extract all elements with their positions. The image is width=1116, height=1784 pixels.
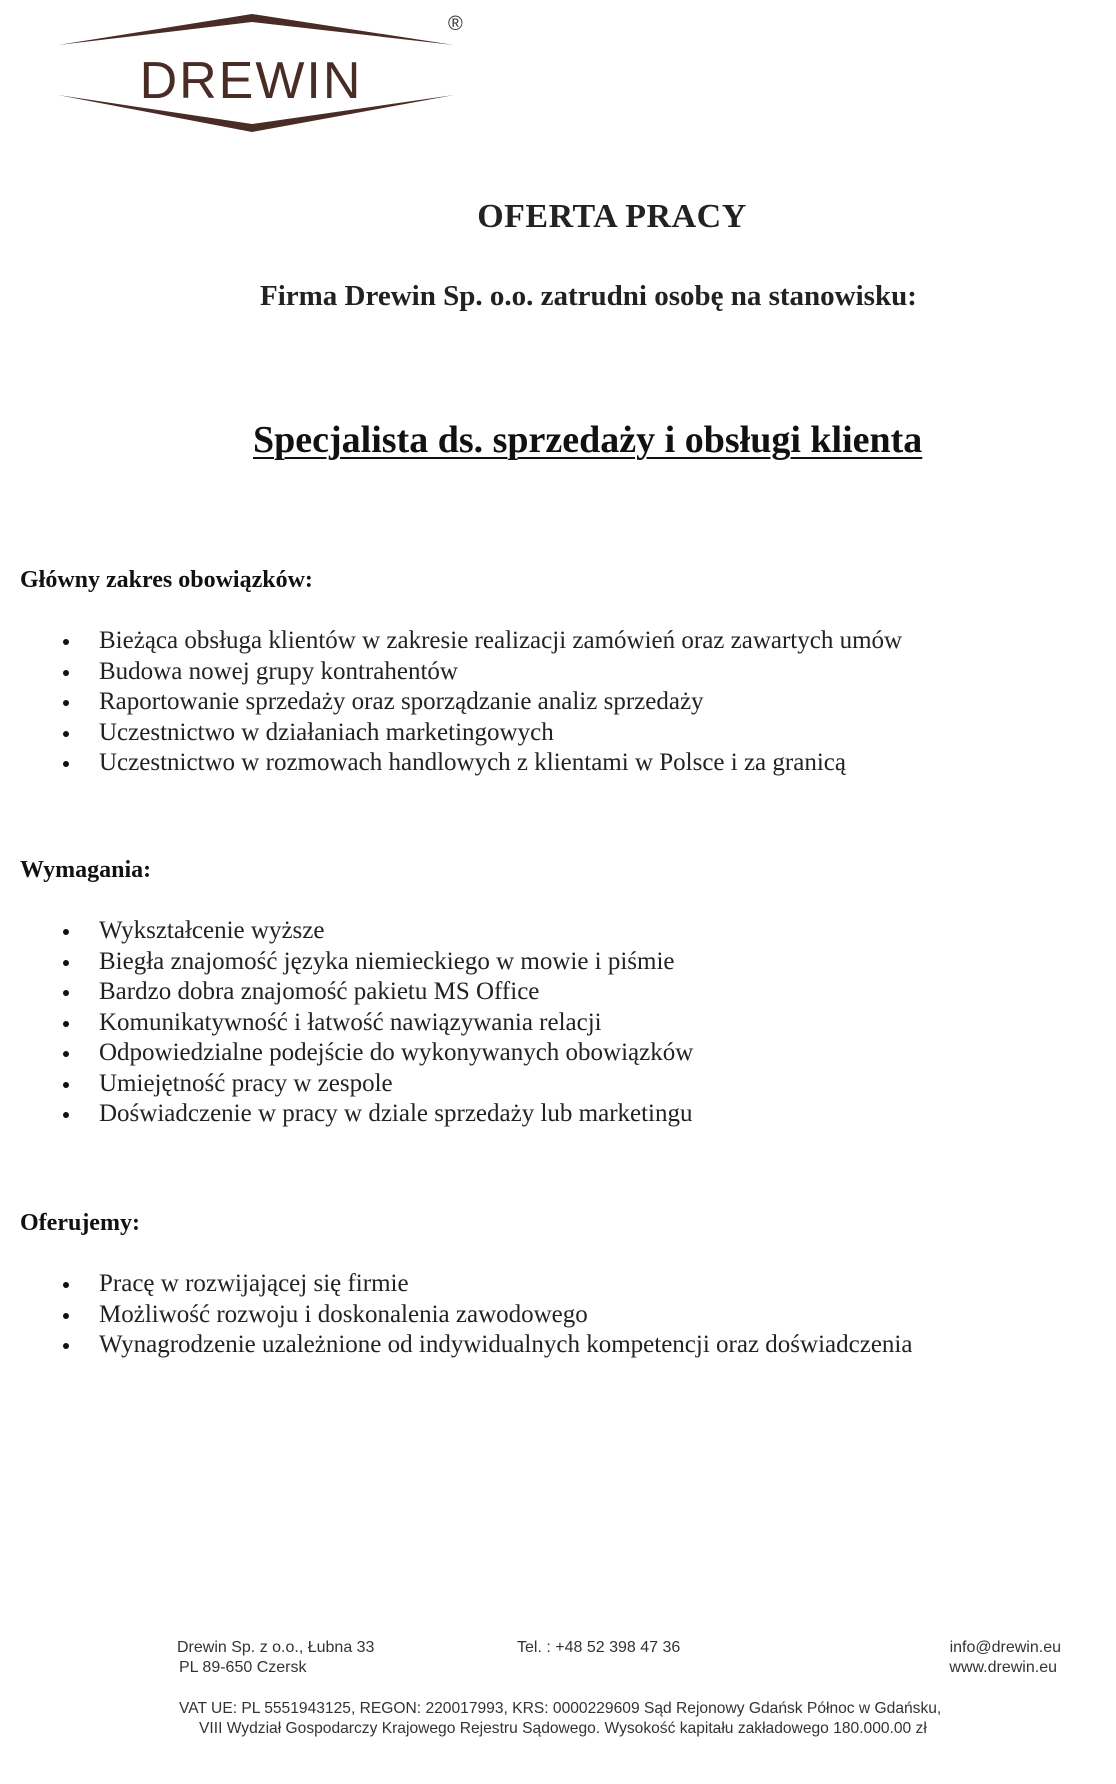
bullet-icon	[63, 1112, 69, 1118]
list-item: Uczestnictwo w działaniach marketingowych	[60, 718, 902, 749]
footer-email: info@drewin.eu	[949, 1639, 1061, 1656]
list-item: Doświadczenie w pracy w dziale sprzedaży lub marketingu	[60, 1099, 693, 1130]
bullet-icon	[63, 1343, 69, 1349]
bullet-icon	[63, 670, 69, 676]
list-item: Budowa nowej grupy kontrahentów	[60, 657, 902, 688]
bullet-icon	[63, 929, 69, 935]
footer-phone: Tel. : +48 52 398 47 36	[517, 1639, 681, 1656]
job-position-title: Specjalista ds. sprzedaży i obsługi klienta	[253, 419, 923, 461]
footer-website: www.drewin.eu	[949, 1659, 1057, 1676]
page-title: OFERTA PRACY	[477, 198, 747, 235]
bullet-icon	[63, 1282, 69, 1288]
responsibilities-heading: Główny zakres obowiązków:	[20, 567, 313, 593]
bullet-icon	[63, 1051, 69, 1057]
intro-text: Firma Drewin Sp. o.o. zatrudni osobę na stanowisku:	[260, 280, 917, 312]
bullet-icon	[63, 700, 69, 706]
bullet-icon	[63, 1021, 69, 1027]
list-item: Wynagrodzenie uzależnione od indywidualnych kompetencji oraz doświadczenia	[60, 1330, 912, 1361]
footer-legal-line1: VAT UE: PL 5551943125, REGON: 220017993, KRS: 0000229609 Sąd Rejonowy Gdańsk Północ w Gdańsku,	[179, 1700, 942, 1717]
bullet-icon	[63, 1313, 69, 1319]
requirements-heading: Wymagania:	[20, 857, 152, 883]
bullet-icon	[63, 639, 69, 645]
logo-wordmark: DREWIN	[139, 52, 363, 110]
logo-registered-mark: ®	[448, 13, 463, 35]
company-logo	[56, 12, 466, 142]
bullet-icon	[63, 960, 69, 966]
responsibilities-list	[60, 626, 902, 779]
benefits-list	[60, 1269, 912, 1361]
list-item: Pracę w rozwijającej się firmie	[60, 1269, 912, 1300]
list-item: Biegła znajomość języka niemieckiego w mowie i piśmie	[60, 947, 693, 978]
list-item: Możliwość rozwoju i doskonalenia zawodowego	[60, 1300, 912, 1331]
bullet-icon	[63, 731, 69, 737]
bullet-icon	[63, 761, 69, 767]
list-item: Komunikatywność i łatwość nawiązywania relacji	[60, 1008, 693, 1039]
list-item: Umiejętność pracy w zespole	[60, 1069, 693, 1100]
benefits-heading: Oferujemy:	[20, 1210, 140, 1236]
bullet-icon	[63, 990, 69, 996]
list-item: Bardzo dobra znajomość pakietu MS Office	[60, 977, 693, 1008]
logo-graphic	[56, 12, 466, 142]
footer-address-line1: Drewin Sp. z o.o., Łubna 33	[177, 1639, 375, 1656]
footer-address-line2: PL 89-650 Czersk	[179, 1659, 307, 1676]
requirements-list	[60, 916, 693, 1130]
list-item: Wykształcenie wyższe	[60, 916, 693, 947]
footer-legal-line2: VIII Wydział Gospodarczy Krajowego Rejestru Sądowego. Wysokość kapitału zakładowego 180.000.00 zł	[199, 1720, 927, 1737]
list-item: Raportowanie sprzedaży oraz sporządzanie analiz sprzedaży	[60, 687, 902, 718]
list-item: Odpowiedzialne podejście do wykonywanych obowiązków	[60, 1038, 693, 1069]
logo-top-stroke	[58, 14, 454, 45]
list-item: Uczestnictwo w rozmowach handlowych z klientami w Polsce i za granicą	[60, 748, 902, 779]
bullet-icon	[63, 1082, 69, 1088]
list-item: Bieżąca obsługa klientów w zakresie realizacji zamówień oraz zawartych umów	[60, 626, 902, 657]
